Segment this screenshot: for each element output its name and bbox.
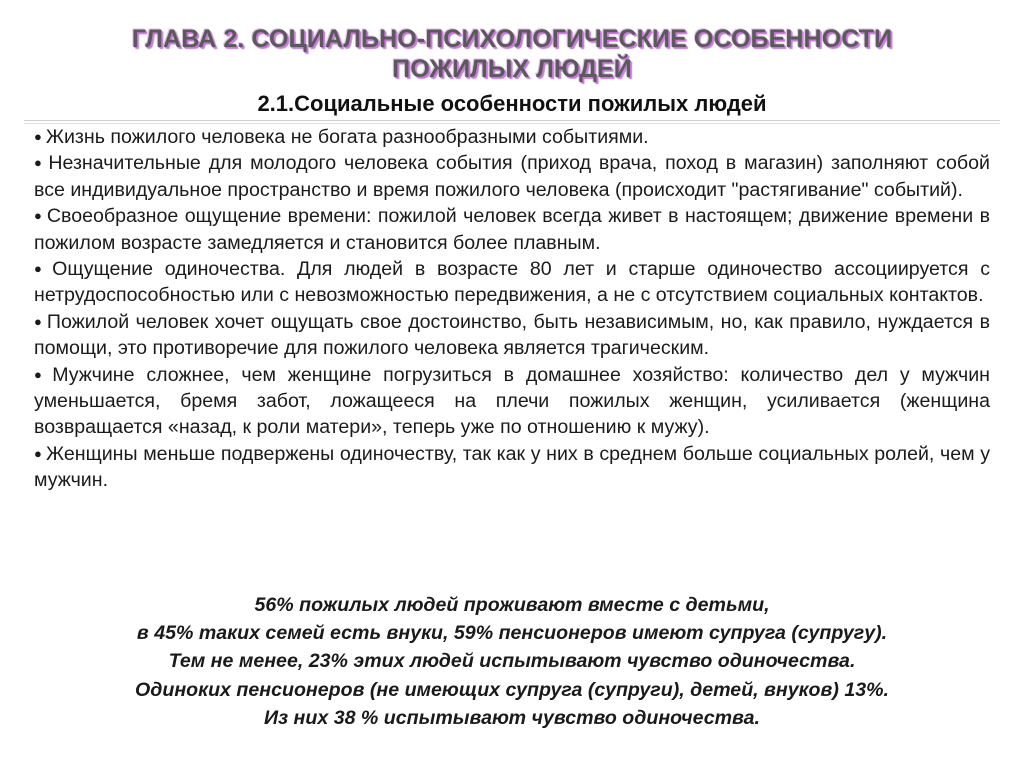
list-item — [34, 362, 990, 441]
list-item-text: Пожилой человек хочет ощущать свое достоинство, быть независимым, но, как правило, нуждается в помощи, это противоречие для пожилого человека является трагическим. — [34, 310, 990, 360]
section-subtitle: 2.1.Социальные особенности пожилых людей — [257, 91, 767, 116]
bullet-icon: ● — [34, 129, 42, 144]
list-item-text: Жизнь пожилого человека не богата разнообразными событиями. — [45, 126, 649, 148]
bullet-list — [34, 124, 990, 494]
list-item — [34, 256, 990, 309]
bullet-icon: ● — [34, 313, 43, 329]
statistics-block — [0, 591, 1024, 732]
bullet-icon: ● — [34, 445, 43, 461]
list-item-text: Незначительные для молодого человека события (приход врача, поход в магазин) заполняют собой все индивидуальное пространство и время пожилого человека (происходит "растягивание" событий). — [34, 152, 990, 201]
statistic-line: Из них 38 % испытывают чувство одиночества. — [264, 706, 760, 729]
bullet-icon: ● — [34, 261, 49, 277]
list-item — [34, 203, 990, 256]
list-item — [34, 441, 990, 494]
list-item-text: Ощущение одиночества. Для людей в возрасте 80 лет и старше одиночество ассоциируется с нетрудоспособностью или с невозможностью передвижения, а не с отсутствием социальных контактов. — [34, 258, 990, 307]
statistic-line: Тем не менее, 23% этих людей испытывают чувство одиночества. — [168, 650, 856, 673]
list-item — [34, 124, 990, 150]
chapter-title-line-2: ПОЖИЛЫХ ЛЮДЕЙ — [392, 55, 632, 83]
list-item — [34, 150, 990, 203]
bullet-icon: ● — [34, 155, 45, 171]
list-item — [34, 309, 990, 362]
statistic-line: 56% пожилых людей проживают вместе с детьми, — [254, 594, 770, 616]
bullet-icon: ● — [34, 208, 43, 224]
bullet-icon: ● — [34, 366, 49, 382]
list-item-text: Мужчине сложнее, чем женщине погрузиться в домашнее хозяйство: количество дел у мужчин уменьшается, бремя забот, ложащееся на плечи пожилых женщин, усиливается (женщина возвращается «назад, к роли матери», теперь уже по отношению к мужу). — [34, 363, 990, 439]
statistic-line: Одиноких пенсионеров (не имеющих супруга (супруги), детей, внуков) 13%. — [135, 678, 889, 701]
chapter-title-line-1: ГЛАВА 2. СОЦИАЛЬНО-ПСИХОЛОГИЧЕСКИЕ ОСОБЕННОСТИ — [131, 25, 893, 53]
list-item-text: Женщины меньше подвержены одиночеству, так как у них в среднем больше социальных ролей, чем у мужчин. — [34, 442, 990, 492]
list-item-text: Своеобразное ощущение времени: пожилой человек всегда живет в настоящем; движение времени в пожилом возрасте замедляется и становится более плавным. — [34, 205, 990, 254]
statistic-line: в 45% таких семей есть внуки, 59% пенсионеров имеют супруга (супругу). — [136, 622, 888, 645]
divider-line — [24, 120, 1000, 121]
